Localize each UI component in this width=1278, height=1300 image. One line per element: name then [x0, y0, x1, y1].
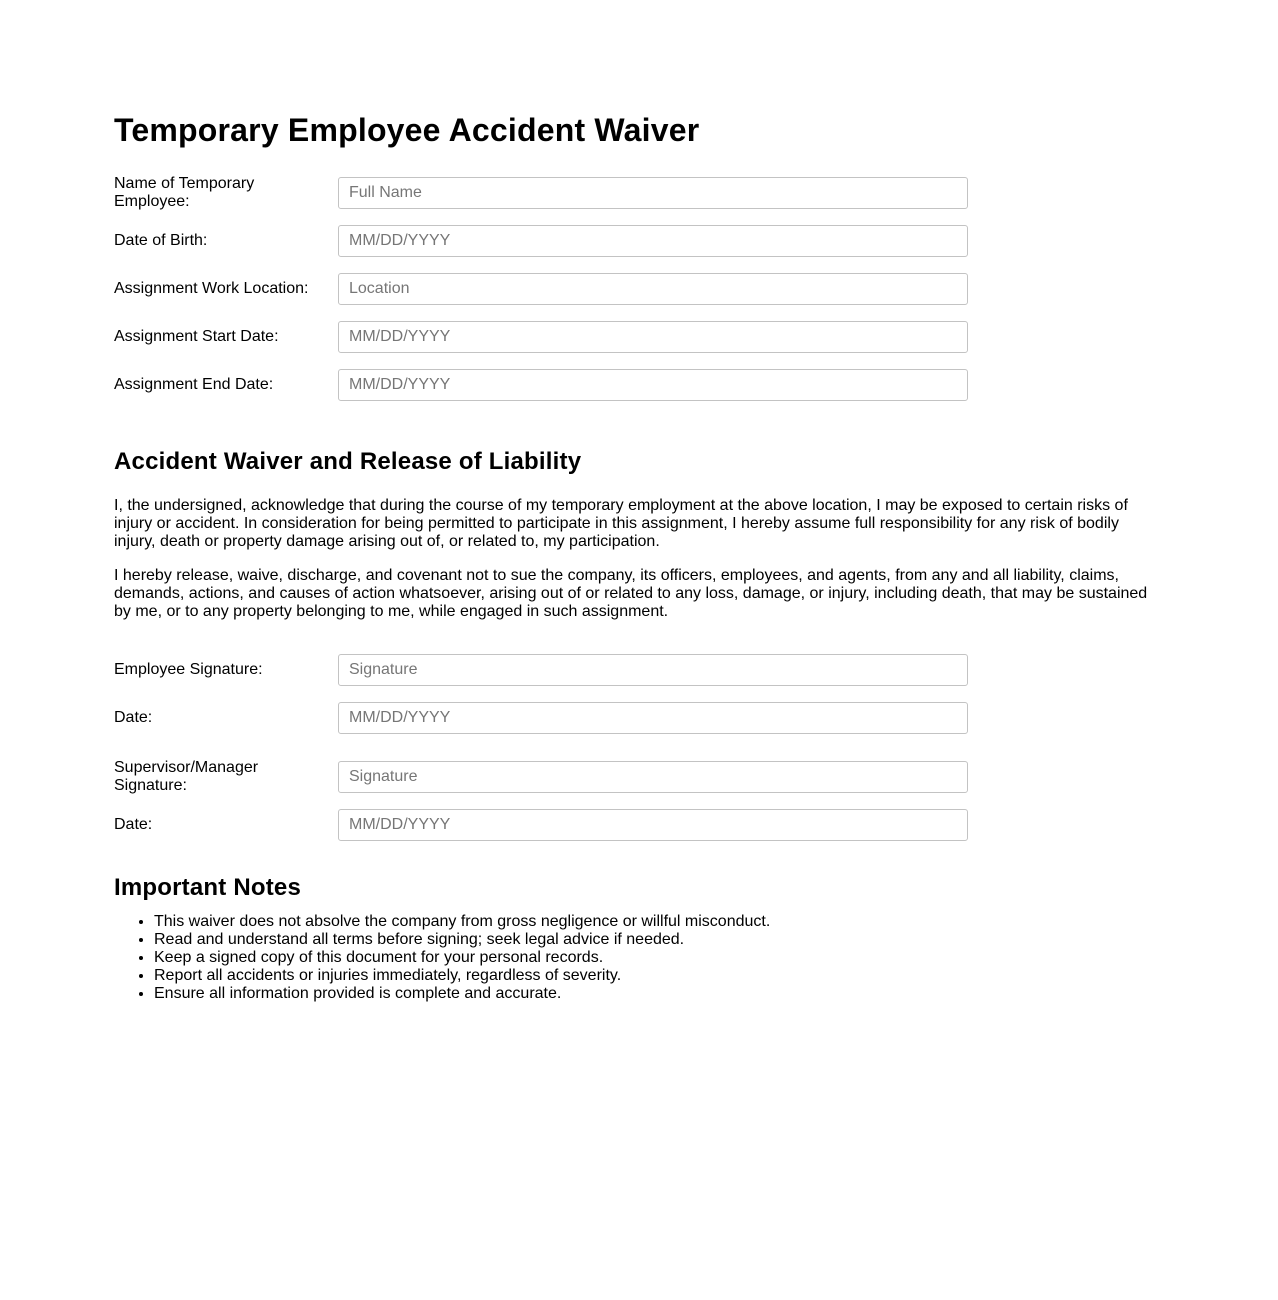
employee-signature-date-label: Date:: [114, 709, 153, 726]
employee-name-label: Name of Temporary Employee:: [114, 175, 255, 210]
list-item: • Report all accidents or injuries immediately, regardless of severity.: [154, 967, 1154, 985]
form-row-employee-signature-date: [114, 702, 1154, 734]
employee-signature-label: Employee Signature:: [114, 661, 263, 678]
waiver-heading: Accident Waiver and Release of Liability: [114, 448, 582, 475]
signature-form: [114, 654, 1154, 841]
date-of-birth-label: Date of Birth:: [114, 232, 208, 249]
important-notes-heading: Important Notes: [114, 874, 302, 901]
end-date-input[interactable]: [338, 369, 968, 401]
form-row-work-location: [114, 273, 1154, 305]
employee-info-form: [114, 177, 1154, 401]
waiver-paragraph-1: I, the undersigned, acknowledge that during the course of my temporary employment at the above location, I may be exposed to certain risks of injury or accident. In consideration for being permitted to participate in this assignment, I hereby assume full responsibility for any risk of bodily injury, death or property damage arising out of, or related to, my participation.: [114, 497, 1128, 550]
list-item: • Keep a signed copy of this document for your personal records.: [154, 949, 1154, 967]
supervisor-signature-input[interactable]: [338, 761, 968, 793]
form-row-employee-name: [114, 177, 1154, 209]
supervisor-signature-date-label: Date:: [114, 816, 153, 833]
employee-name-input[interactable]: [338, 177, 968, 209]
form-row-employee-signature: [114, 654, 1154, 686]
waiver-paragraph-2: I hereby release, waive, discharge, and covenant not to sue the company, its officers, employees, and agents, from any and all liability, claims, demands, actions, and causes of action whatsoever, arising out of or related to any loss, damage, or injury, including death, that may be sustained by me, or to any property belonging to me, while engaged in such assignment.: [114, 567, 1148, 620]
list-item: • Read and understand all terms before signing; seek legal advice if needed.: [154, 931, 1154, 949]
form-row-supervisor-signature: [114, 761, 1154, 793]
work-location-input[interactable]: [338, 273, 968, 305]
list-item: • This waiver does not absolve the company from gross negligence or willful misconduct.: [154, 913, 1154, 931]
supervisor-signature-date-input[interactable]: [338, 809, 968, 841]
employee-signature-input[interactable]: [338, 654, 968, 686]
page-title: Temporary Employee Accident Waiver: [114, 112, 700, 148]
list-item: • Ensure all information provided is complete and accurate.: [154, 985, 1154, 1003]
important-notes-list: [114, 913, 1154, 1003]
form-row-start-date: [114, 321, 1154, 353]
form-row-end-date: [114, 369, 1154, 401]
employee-signature-date-input[interactable]: [338, 702, 968, 734]
start-date-input[interactable]: [338, 321, 968, 353]
form-row-date-of-birth: [114, 225, 1154, 257]
start-date-label: Assignment Start Date:: [114, 328, 279, 345]
supervisor-signature-label: Supervisor/Manager Signature:: [114, 759, 259, 794]
end-date-label: Assignment End Date:: [114, 376, 274, 393]
waiver-page: [114, 110, 1154, 1003]
date-of-birth-input[interactable]: [338, 225, 968, 257]
form-row-supervisor-signature-date: [114, 809, 1154, 841]
work-location-label: Assignment Work Location:: [114, 280, 309, 297]
